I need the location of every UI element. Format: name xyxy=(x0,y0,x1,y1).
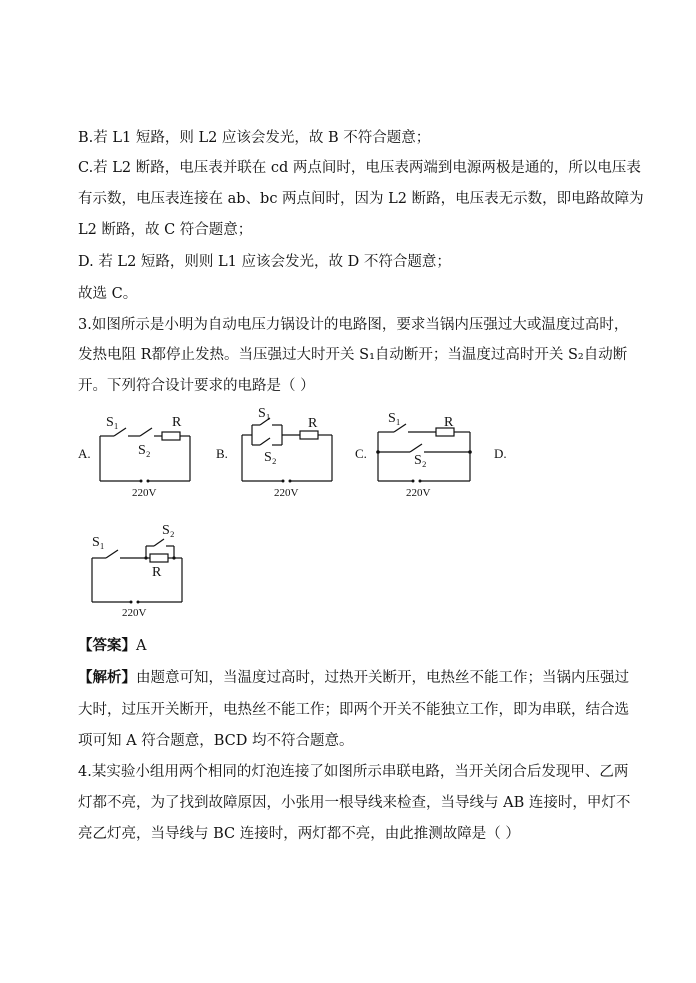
answer-tag: 【答案】 xyxy=(78,637,136,654)
circuit-b-r-label: R xyxy=(308,416,318,431)
circuit-d xyxy=(88,518,198,618)
solution-line-c1: C.若 L2 断路，电压表并联在 cd 两点间时，电压表两端到电源两极是通的，所以电压表 xyxy=(78,160,641,176)
analysis-line-2: 大时，过压开关断开，电热丝不能工作；即两个开关不能独立工作，即为串联，结合选 xyxy=(78,702,629,718)
solution-line-c3: L2 断路，故 C 符合题意； xyxy=(78,222,253,238)
circuit-a-voltage-label: 220V xyxy=(132,487,157,499)
q3-text-line-2: 发热电阻 R都停止发热。当压强过大时开关 S₁自动断开；当温度过高时开关 S₂自动断 xyxy=(78,347,628,363)
analysis-line-3: 项可知 A 符合题意，BCD 均不符合题意。 xyxy=(78,733,354,749)
q3-text-line-3: 开。下列符合设计要求的电路是（ ） xyxy=(78,378,315,394)
analysis-text-1: 由题意可知，当温度过高时，过热开关断开，电热丝不能工作；当锅内压强过 xyxy=(136,670,629,686)
solution-line-c2: 有示数，电压表连接在 ab、bc 两点间时，因为 L2 断路，电压表无示数，即电路故障为 xyxy=(78,191,644,207)
answer-value: A xyxy=(136,638,147,654)
q4-text-line-3: 亮乙灯亮，当导线与 BC 连接时，两灯都不亮，由此推测故障是（ ） xyxy=(78,826,520,842)
analysis-line-1 xyxy=(78,668,629,688)
circuit-a xyxy=(96,408,201,500)
circuit-b-s2-label: S₂ xyxy=(264,450,277,465)
circuit-d-s2-label: S₂ xyxy=(162,523,175,538)
q3-text-line-1: 3.如图所示是小明为自动电压力锅设计的电路图，要求当锅内压强过大或温度过高时， xyxy=(78,317,629,333)
q4-text-line-2: 灯都不亮，为了找到故障原因，小张用一根导线来检查，当导线与 AB 连接时，甲灯不 xyxy=(78,795,631,811)
circuit-d-s1-label: S₁ xyxy=(92,535,105,550)
circuit-c-voltage-label: 220V xyxy=(406,487,431,499)
circuit-c-r-label: R xyxy=(444,415,454,430)
circuit-d-r-label: R xyxy=(152,565,162,580)
circuit-a-s1-label: S₁ xyxy=(106,415,119,430)
analysis-tag: 【解析】 xyxy=(78,669,136,686)
option-c-label: C. xyxy=(355,446,367,461)
circuit-d-voltage-label: 220V xyxy=(122,607,147,618)
circuit-c-s1-label: S₁ xyxy=(388,411,401,426)
q4-text-line-1: 4.某实验小组用两个相同的灯泡连接了如图所示串联电路，当开关闭合后发现甲、乙两 xyxy=(78,764,629,780)
option-b-label: B. xyxy=(216,446,228,461)
answer-line xyxy=(78,636,146,656)
circuit-c-s2-label: S₂ xyxy=(414,453,427,468)
circuit-b xyxy=(238,405,338,500)
circuit-a-r-label: R xyxy=(172,415,182,430)
option-d-label: D. xyxy=(494,446,507,461)
solution-line-d: D. 若 L2 短路，则则 L1 应该会发光，故 D 不符合题意； xyxy=(78,254,451,270)
circuit-b-s1-label: S₁ xyxy=(258,406,271,421)
circuit-c xyxy=(374,408,479,500)
option-a-label: A. xyxy=(78,446,91,461)
circuit-b-voltage-label: 220V xyxy=(274,487,299,499)
selection-line: 故选 C。 xyxy=(78,286,138,302)
solution-line-b: B.若 L1 短路，则 L2 应该会发光，故 B 不符合题意； xyxy=(78,130,431,146)
circuit-a-s2-label: S₂ xyxy=(138,443,151,458)
